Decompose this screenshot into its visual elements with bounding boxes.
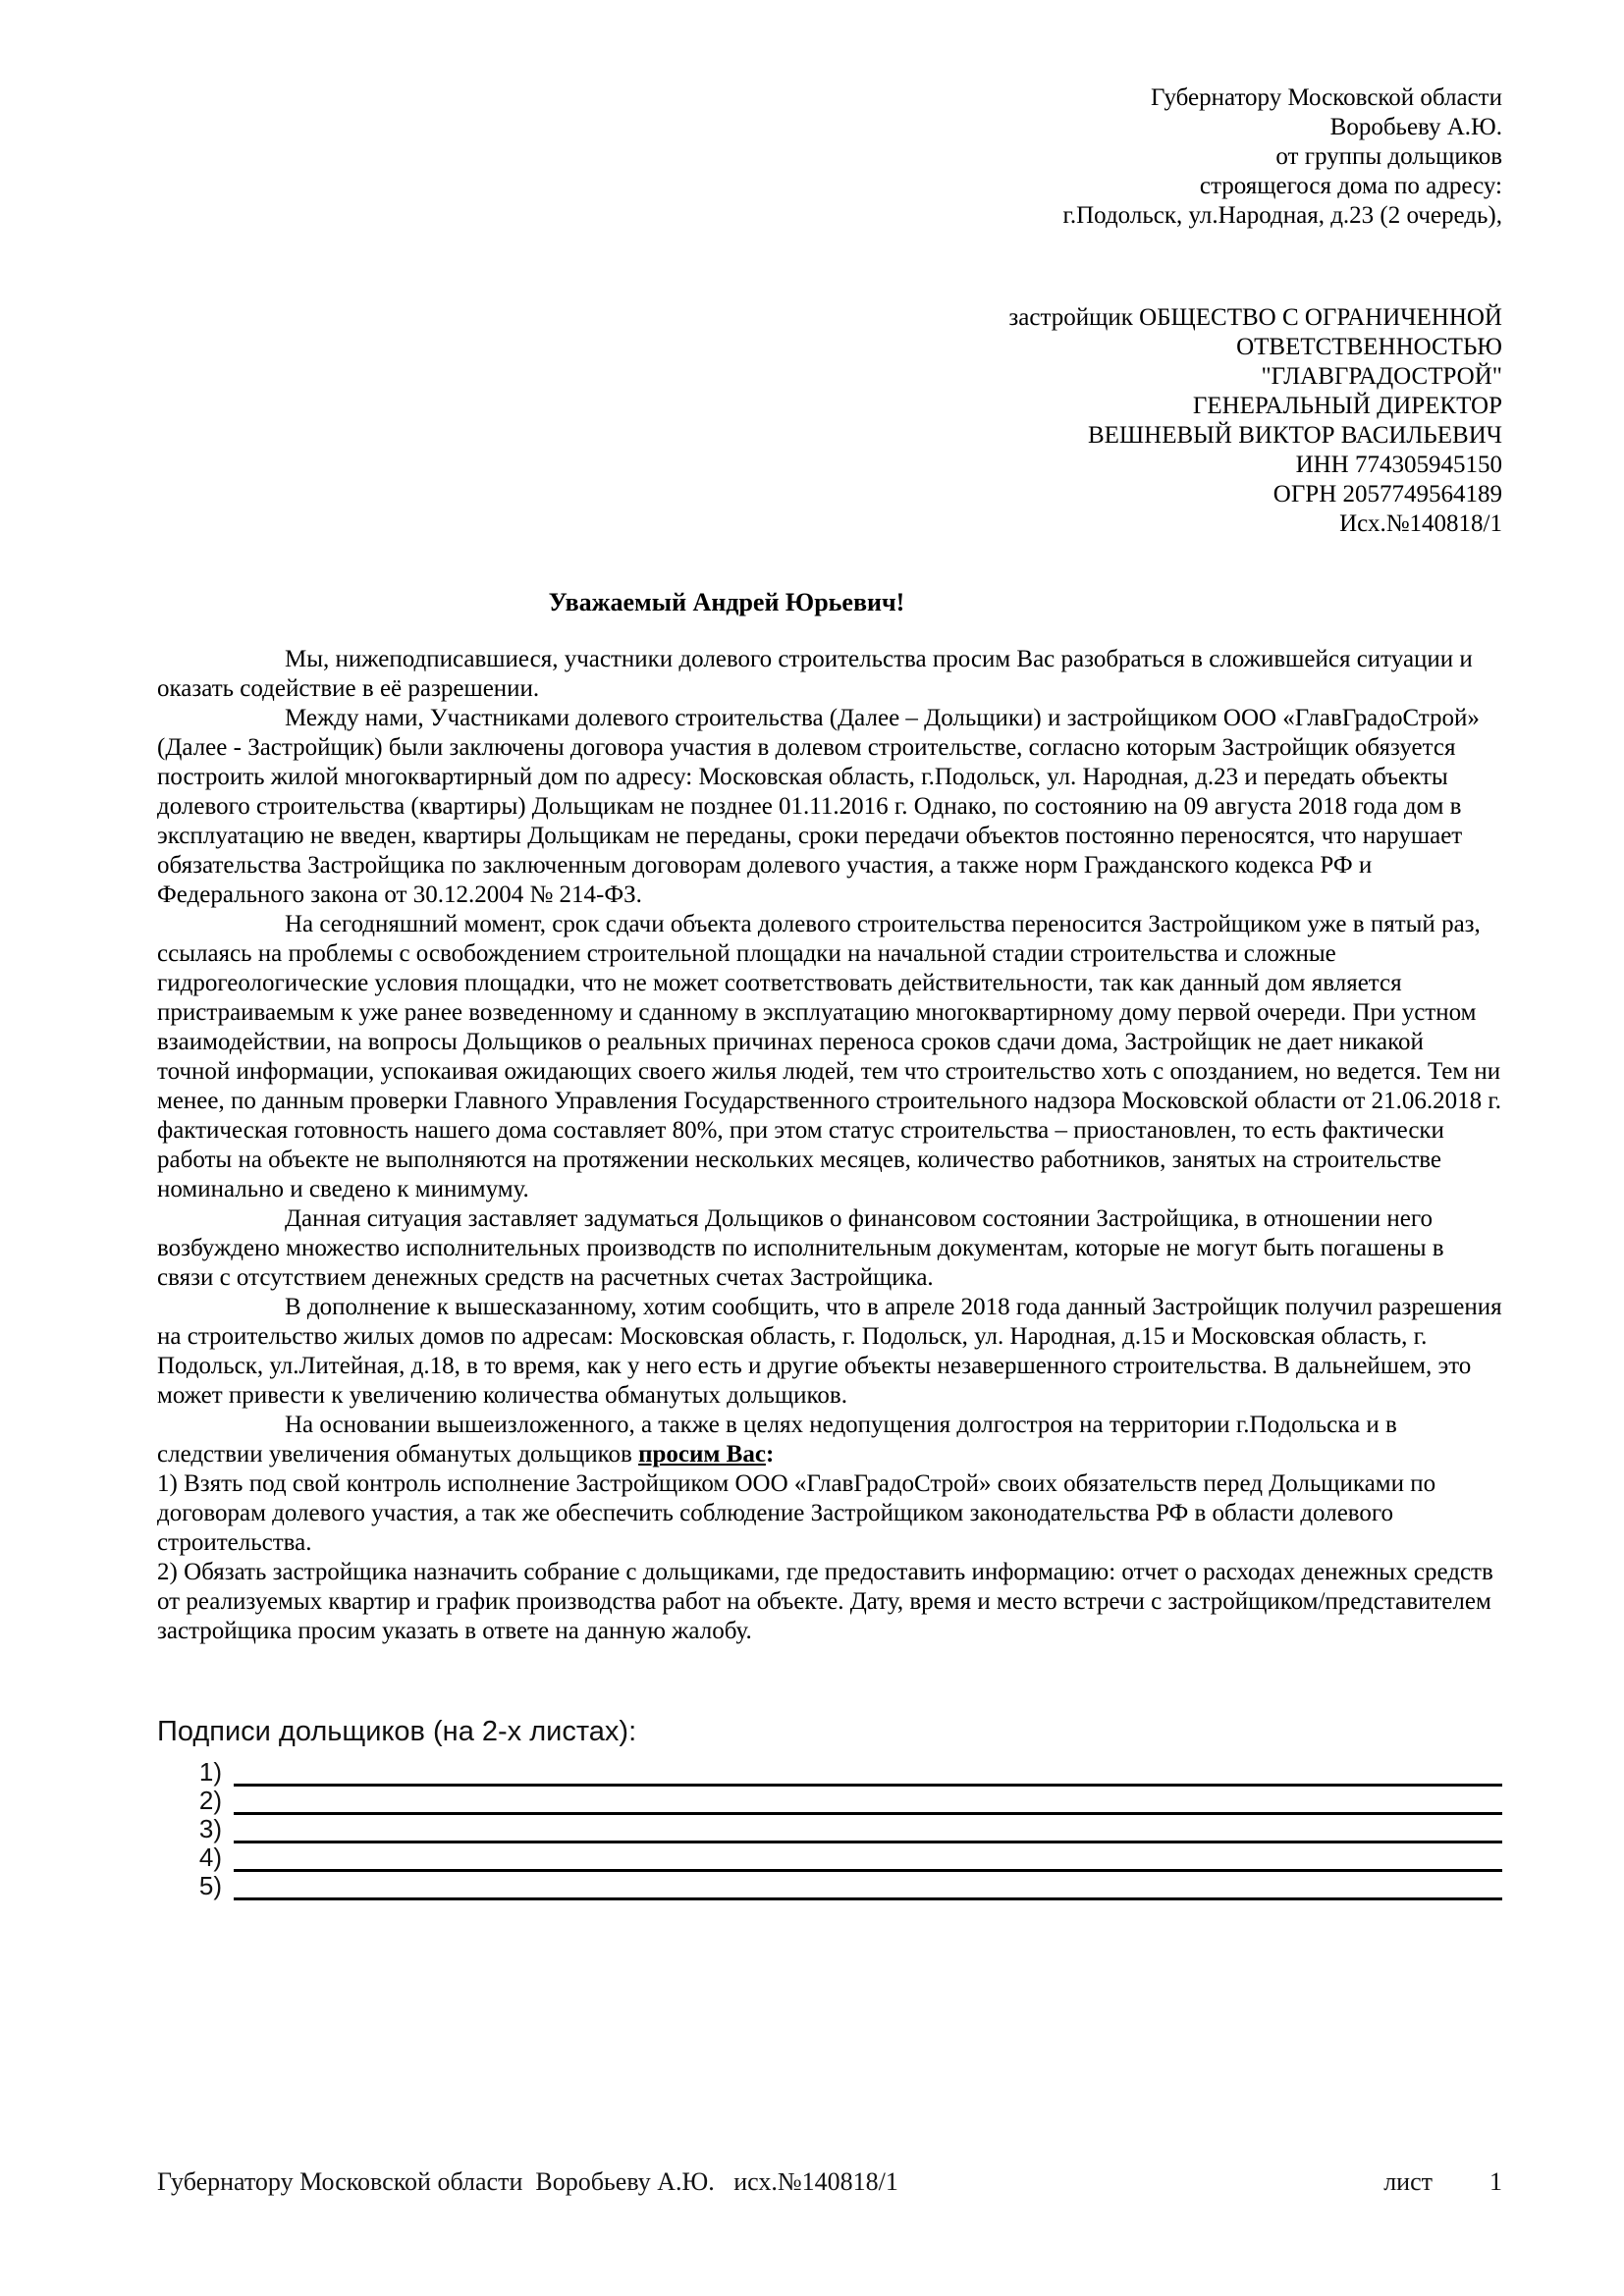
signature-number: 3) [198, 1814, 222, 1843]
recipient-line: Воробьеву А.Ю. [1329, 114, 1502, 140]
developer-line: Исх.№140818/1 [1339, 510, 1502, 537]
letter-body [157, 645, 1502, 1646]
demand-item: 1) Взять под свой контроль исполнение Застройщиком ООО «ГлавГрадоСтрой» своих обязательств перед Дольщиками по договорам долевого участия, а так же обеспечить соблюдение Застройщиком законодательства РФ в области долевого строительства. [157, 1470, 1436, 1556]
developer-line: ОТВЕТСТВЕННОСТЬЮ [1236, 334, 1502, 360]
paragraph: Между нами, Участниками долевого строительства (Далее – Дольщики) и застройщиком ООО «ГлавГрадоСтрой» (Далее - Застройщик) были заключены договора участия в долевом строительстве, согласно которым Застройщик обязуется построить жилой многоквартирный дом по адресу: Московская область, г.Подольск, ул. Народная, д.23 и передать объекты долевого строительства (квартиры) Дольщикам не позднее 01.11.2016 г. Однако, по состоянию на 09 августа 2018 года дом в эксплуатацию не введен, квартиры Дольщикам не переданы, сроки передачи объектов постоянно переносятся, что нарушает обязательства Застройщика по заключенным договорам долевого участия, а также норм Гражданского кодекса РФ и Федерального закона от 30.12.2004 № 214-ФЗ. [157, 705, 1480, 908]
request-lead: На основании вышеизложенного, а также в целях недопущения долгостроя на территории г.Подольска и в следствии увеличения обманутых дольщиков [157, 1412, 1397, 1468]
developer-line: застройщик ОБЩЕСТВО С ОГРАНИЧЕННОЙ [1008, 304, 1502, 331]
request-colon: : [765, 1441, 775, 1468]
signature-number: 2) [198, 1786, 222, 1815]
page-footer [157, 2167, 1502, 2197]
paragraph: Мы, нижеподписавшиеся, участники долевого строительства просим Вас разобраться в сложившейся ситуации и оказать содействие в её разрешении. [157, 646, 1473, 702]
recipient-line: строящегося дома по адресу: [1199, 173, 1502, 199]
footer-sheet-label: лист [1383, 2167, 1433, 2196]
developer-line: ОГРН 2057749564189 [1272, 481, 1502, 507]
developer-line: ГЕНЕРАЛЬНЫЙ ДИРЕКТОР [1192, 393, 1502, 419]
recipient-block [157, 83, 1502, 231]
signatures-heading: Подписи дольщиков (на 2-х листах): [157, 1716, 637, 1747]
signature-line [234, 1874, 1502, 1900]
paragraph: Данная ситуация заставляет задуматься Дольщиков о финансовом состоянии Застройщика, в отношении него возбуждено множество исполнительных производств по исполнительным документам, которые не могут быть погашены в связи с отсутствием денежных средств на расчетных счетах Застройщика. [157, 1205, 1444, 1291]
signature-line [234, 1789, 1502, 1815]
signature-number: 5) [198, 1871, 222, 1900]
request-emphasis: просим Вас [638, 1441, 766, 1468]
signature-line [234, 1760, 1502, 1787]
signature-number: 4) [198, 1842, 222, 1872]
signature-line [234, 1845, 1502, 1872]
signature-row [157, 1815, 1502, 1843]
signature-rows [157, 1758, 1502, 1900]
footer-sheet [1383, 2167, 1502, 2197]
signature-row [157, 1843, 1502, 1872]
recipient-line: Губернатору Московской области [1150, 84, 1502, 111]
request-paragraph [157, 1411, 1502, 1469]
paragraph: На сегодняшний момент, срок сдачи объекта долевого строительства переносится Застройщиком уже в пятый раз, ссылаясь на проблемы с освобождением строительной площадки на начальной стадии строительства и сложные гидрогеологические условия площадки, что не может соответствовать действительности, так как данный дом является пристраиваемым к уже ранее возведенному и сданному в эксплуатацию многоквартирному дому первой очереди. При устном взаимодействии, на вопросы Дольщиков о реальных причинах переноса сроков сдачи дома, Застройщик не дает никакой точной информации, успокаивая ожидающих своего жилья людей, тем что строительство хоть с опозданием, но ведется. Тем ни менее, по данным проверки Главного Управления Государственного строительного надзора Московской области от 21.06.2018 г. фактическая готовность нашего дома составляет 80%, при этом статус строительства – приостановлен, то есть фактически работы на объекте не выполняются на протяжении нескольких месяцев, количество работников, занятых на строительстве номинально и сведено к минимуму. [157, 911, 1502, 1202]
developer-line: ИНН 774305945150 [1295, 452, 1502, 478]
signatures-section [157, 1717, 1502, 1900]
signature-row [157, 1787, 1502, 1815]
recipient-line: г.Подольск, ул.Народная, д.23 (2 очередь), [1062, 202, 1502, 229]
signature-line [234, 1817, 1502, 1843]
paragraph: В дополнение к вышесказанному, хотим сообщить, что в апреле 2018 года данный Застройщик получил разрешения на строительство жилых домов по адресам: Московская область, г. Подольск, ул. Народная, д.15 и Московская область, г. Подольск, ул.Литейная, д.18, в то время, как у него есть и другие объекты незавершенного строительства. В дальнейшем, это может привести к увеличению количества обманутых дольщиков. [157, 1294, 1502, 1409]
signature-row [157, 1758, 1502, 1787]
signature-row [157, 1872, 1502, 1900]
developer-line: "ГЛАВГРАДОСТРОЙ" [1261, 363, 1502, 390]
developer-line: ВЕШНЕВЫЙ ВИКТОР ВАСИЛЬЕВИЧ [1087, 422, 1502, 449]
footer-reference: Губернатору Московской области Воробьеву А.Ю. исх.№140818/1 [157, 2167, 898, 2196]
recipient-line: от группы дольщиков [1275, 143, 1502, 170]
signature-number: 1) [198, 1757, 222, 1787]
salutation-title: Уважаемый Андрей Юрьевич! [548, 588, 905, 616]
developer-block [157, 303, 1502, 539]
footer-sheet-number: 1 [1489, 2167, 1502, 2196]
demand-item: 2) Обязать застройщика назначить собрание с дольщиками, где предоставить информацию: отчет о расходах денежных средств от реализуемых квартир и график производства работ на объекте. Дату, время и место встречи с застройщиком/представителем застройщика просим указать в ответе на данную жалобу. [157, 1559, 1493, 1644]
